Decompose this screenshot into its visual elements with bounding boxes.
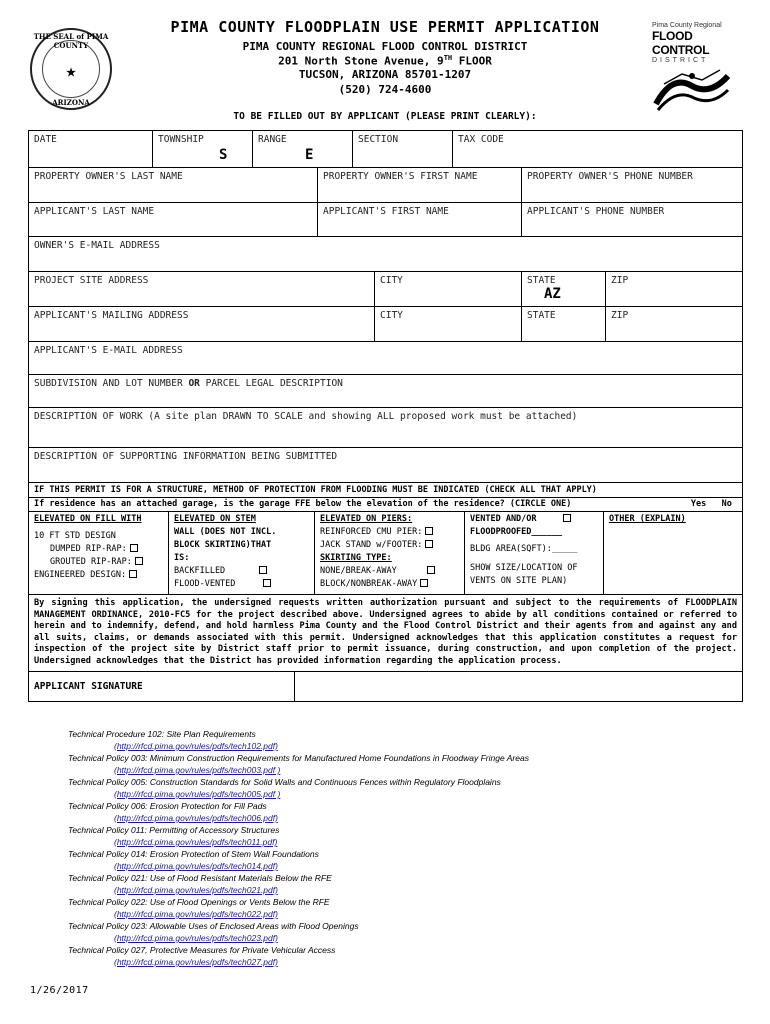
reference-title: Technical Policy 022: Use of Flood Openings or Vents Below the RFE [68,897,330,907]
reference-title: Technical Policy 023: Allowable Uses of Enclosed Areas with Flood Openings [68,921,359,931]
protection-heading: IF THIS PERMIT IS FOR A STRUCTURE, METHOD OF PROTECTION FROM FLOODING MUST BE INDICATED (CHECK ALL THAT APPLY) [34,485,597,495]
cmu-pier-checkbox[interactable] [425,527,433,535]
site-city-field[interactable]: CITY [375,272,522,306]
fill-column: ELEVATED ON FILL WITH 10 FT STD DESIGN DUMPED RIP-RAP: GROUTED RIP-RAP: ENGINEERED DESIGN: [29,512,169,594]
district-logo [652,22,732,112]
date-field[interactable]: DATE [29,131,153,167]
technical-references [68,728,748,968]
breakaway-checkbox[interactable] [427,566,435,574]
stem-wall-column: ELEVATED ON STEM WALL (DOES NOT INCL. BLOCK SKIRTING)THAT IS: BACKFILLED FLOOD-VENTED [169,512,315,594]
signature-field[interactable] [295,672,742,701]
reference-link[interactable]: (http://rfcd.pima.gov/rules/pdfs/tech011.pdf) [114,837,278,847]
reference-title: Technical Policy 027, Protective Measures for Private Vehicular Access [68,945,336,955]
owner-last-name-field[interactable]: PROPERTY OWNER'S LAST NAME [29,168,318,202]
owner-phone-field[interactable]: PROPERTY OWNER'S PHONE NUMBER [527,171,693,182]
seal-top-text: THE SEAL of PIMA COUNTY [33,32,109,50]
section-field[interactable]: SECTION [353,131,453,167]
logo-line3: DISTRICT [652,57,709,64]
reference-link[interactable]: (http://rfcd.pima.gov/rules/pdfs/tech027.pdf) [114,957,278,967]
township-field[interactable]: TOWNSHIP S [153,131,253,167]
other-column[interactable]: OTHER (EXPLAIN) [609,514,686,524]
reference-link[interactable]: (http://rfcd.pima.gov/rules/pdfs/tech023.pdf) [114,933,278,943]
reference-title: Technical Procedure 102: Site Plan Requirements [68,729,256,739]
reference-link[interactable]: (http://rfcd.pima.gov/rules/pdfs/tech006.pdf) [114,813,278,823]
reference-title: Technical Policy 006: Erosion Protection for Fill Pads [68,801,267,811]
reference-title: Technical Policy 021: Use of Flood Resistant Materials Below the RFE [68,873,332,883]
revision-date: 1/26/2017 [30,985,89,996]
range-field[interactable]: RANGE E [253,131,353,167]
reference-title: Technical Policy 011: Permitting of Accessory Structures [68,825,280,835]
reference-link[interactable]: (http://rfcd.pima.gov/rules/pdfs/tech102.pdf) [114,741,278,751]
site-address-field[interactable]: PROJECT SITE ADDRESS [29,272,375,306]
applicant-last-name-field[interactable]: APPLICANT'S LAST NAME [29,203,318,236]
garage-question: If residence has an attached garage, is the garage FFE below the elevation of the residence? (CIRCLE ONE) Yes No [34,499,732,509]
mailing-zip-field[interactable]: ZIP [611,310,629,321]
instructions: TO BE FILLED OUT BY APPLICANT (PLEASE PRINT CLEARLY): [233,111,537,122]
mailing-state-field[interactable]: STATE [522,307,606,341]
jack-stand-checkbox[interactable] [425,540,433,548]
nonbreakaway-checkbox[interactable] [420,579,428,587]
phone-number: (520) 724-4600 [338,83,432,96]
vented-checkbox[interactable] [563,514,571,522]
supporting-info-field[interactable]: DESCRIPTION OF SUPPORTING INFORMATION BEING SUBMITTED [34,451,338,462]
agency-name: PIMA COUNTY REGIONAL FLOOD CONTROL DISTRICT [242,40,528,53]
site-state-field[interactable]: STATE AZ [522,272,606,306]
dumped-riprap-checkbox[interactable] [130,544,138,552]
logo-line2: FLOOD CONTROL [652,29,710,57]
street-address: 201 North Stone Avenue, 9TH FLOOR [278,54,492,68]
county-seal [30,28,112,110]
reference-title: Technical Policy 003: Minimum Construction Requirements for Manufactured Home Foundations in Floodway Fringe Areas [68,753,529,763]
work-description-field[interactable]: DESCRIPTION OF WORK (A site plan DRAWN TO SCALE and showing ALL proposed work must be attached) [34,411,578,422]
reference-title: Technical Policy 014: Erosion Protection of Stem Wall Foundations [68,849,319,859]
tax-code-field[interactable]: TAX CODE [458,134,504,145]
reference-link[interactable]: (http://rfcd.pima.gov/rules/pdfs/tech003.pdf ) [114,765,281,775]
site-zip-field[interactable]: ZIP [611,275,629,286]
flood-vented-checkbox[interactable] [263,579,271,587]
city-address: TUCSON, ARIZONA 85701-1207 [298,68,472,81]
owner-first-name-field[interactable]: PROPERTY OWNER'S FIRST NAME [318,168,522,202]
river-bridge-icon [652,64,732,114]
subdivision-field[interactable]: SUBDIVISION AND LOT NUMBER OR PARCEL LEGAL DESCRIPTION [34,378,343,389]
grouted-riprap-checkbox[interactable] [135,557,143,565]
signature-label: APPLICANT SIGNATURE [29,672,295,701]
piers-column: ELEVATED ON PIERS: REINFORCED CMU PIER: JACK STAND w/FOOTER: SKIRTING TYPE: NONE/BREAK-AWAY BLOCK/NONBREAK-AWAY [315,512,465,594]
engineered-design-checkbox[interactable] [129,570,137,578]
reference-title: Technical Policy 005: Construction Standards for Solid Walls and Continuous Fences within Regulatory Floodplains [68,777,501,787]
reference-link[interactable]: (http://rfcd.pima.gov/rules/pdfs/tech022.pdf) [114,909,278,919]
reference-link[interactable]: (http://rfcd.pima.gov/rules/pdfs/tech005.pdf ) [114,789,281,799]
backfilled-checkbox[interactable] [259,566,267,574]
reference-link[interactable]: (http://rfcd.pima.gov/rules/pdfs/tech021.pdf) [114,885,278,895]
owner-email-field[interactable]: OWNER'S E-MAIL ADDRESS [34,240,160,251]
seal-bottom-text: ARIZONA [52,98,90,107]
reference-link[interactable]: (http://rfcd.pima.gov/rules/pdfs/tech014.pdf) [114,861,278,871]
logo-line1: Pima County Regional [652,22,722,29]
seal-star-icon: ★ [66,66,76,79]
applicant-email-field[interactable]: APPLICANT'S E-MAIL ADDRESS [34,345,183,356]
applicant-first-name-field[interactable]: APPLICANT'S FIRST NAME [318,203,522,236]
mailing-city-field[interactable]: CITY [375,307,522,341]
garage-yes-option[interactable]: Yes [690,499,707,509]
mailing-address-field[interactable]: APPLICANT'S MAILING ADDRESS [29,307,375,341]
permit-form [28,130,743,702]
garage-no-option[interactable]: No [721,499,732,509]
applicant-phone-field[interactable]: APPLICANT'S PHONE NUMBER [527,206,665,217]
form-title: PIMA COUNTY FLOODPLAIN USE PERMIT APPLICATION [170,18,600,36]
authorization-statement: By signing this application, the undersigned requests written authorization pursuant and subject to the requirements of FLOODPLAIN MANAGEMENT ORDINANCE, 2010-FC5 for the project described above. Undersigned agrees to abide by all conditions contained or referred to herein and to indemnify, defend, and hold harmless Pima County and the Flood Control District and their agents from and against any and all suits, claims, or demands associated with this permit. Undersigned acknowledges that this application constitutes a request for inspection of the project site by District staff prior to permit issuance, during construction, and upon completion of the project. Undersigned acknowledges that the District has provided information regarding the application process. [34,598,737,666]
vented-column: VENTED AND/OR FLOODPROOFED______ BLDG AREA(SQFT):_____ SHOW SIZE/LOCATION OF VENTS ON SITE PLAN) [465,512,604,594]
